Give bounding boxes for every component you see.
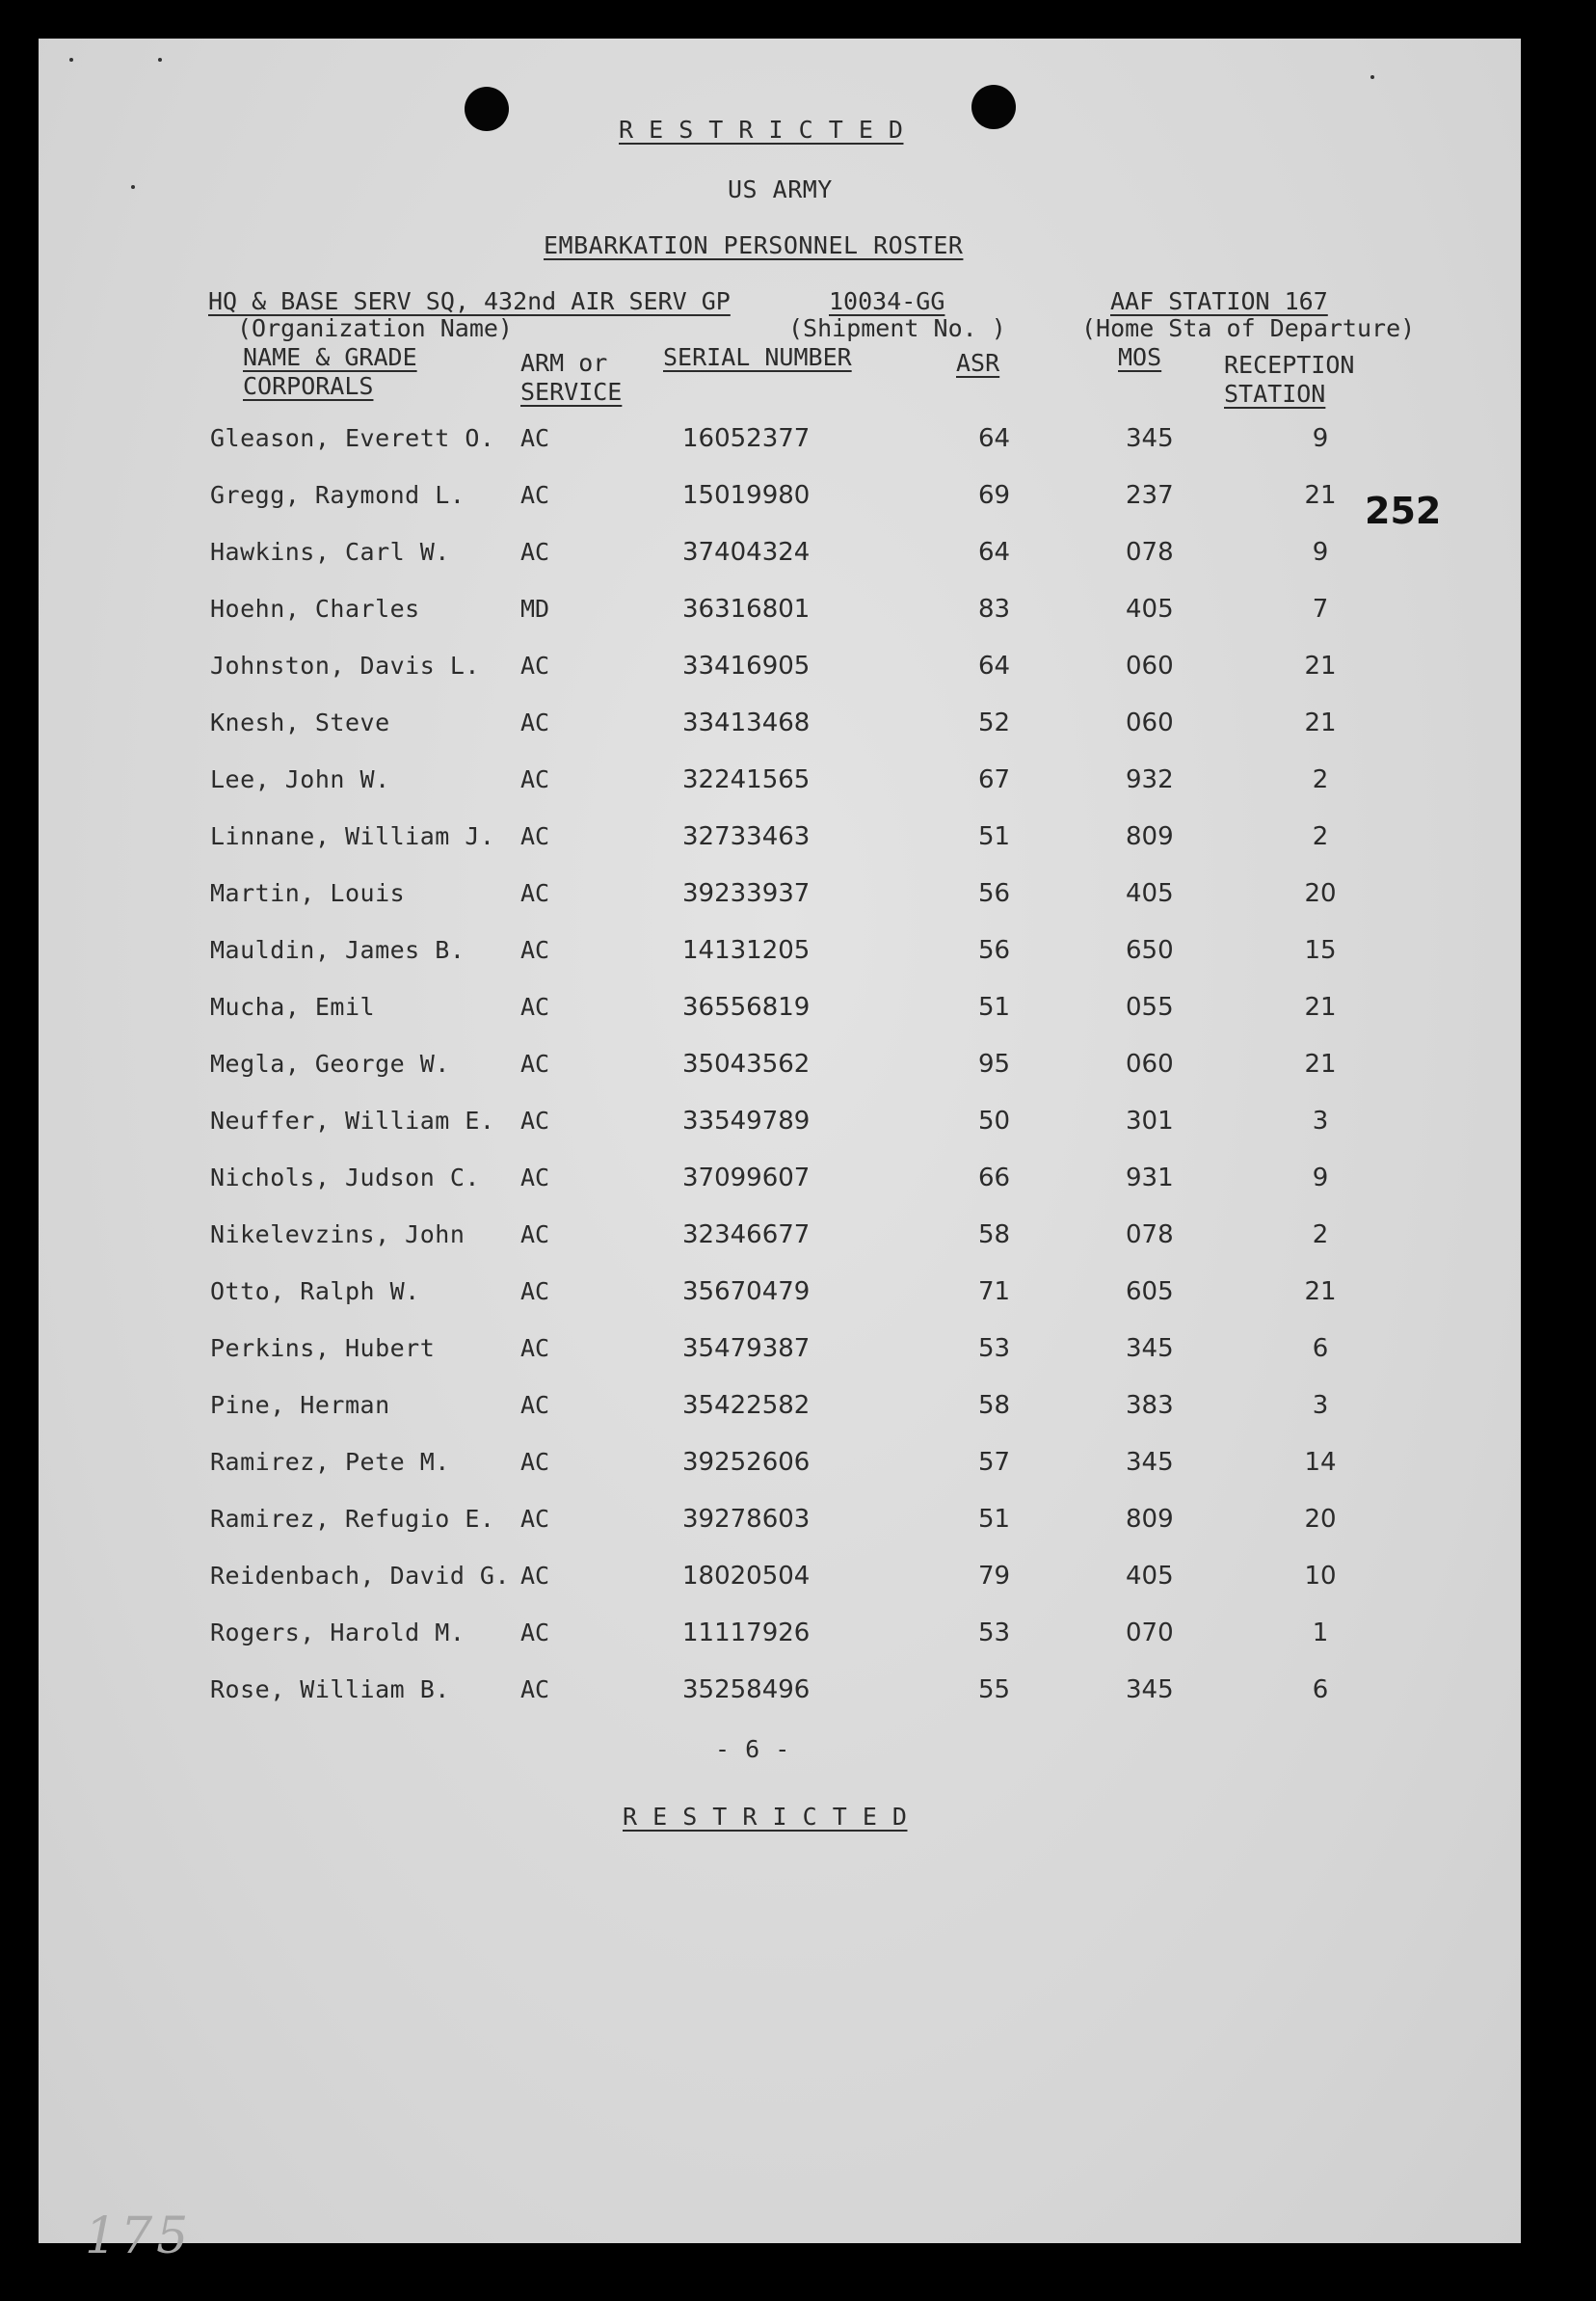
reception-station: 7 <box>1312 595 1329 624</box>
home-station: AAF STATION 167 <box>1110 287 1328 315</box>
mos-code: 078 <box>1126 1220 1174 1249</box>
arm-of-service: AC <box>520 1675 550 1703</box>
employee-name: Rogers, Harold M. <box>210 1619 466 1646</box>
table-row <box>39 709 1521 747</box>
asr-score: 55 <box>978 1675 1011 1704</box>
arm-of-service: AC <box>520 538 550 566</box>
table-row <box>39 1391 1521 1430</box>
serial-number: 35043562 <box>682 1050 811 1079</box>
serial-number: 37404324 <box>682 538 811 567</box>
mos-code: 345 <box>1126 1334 1174 1363</box>
employee-name: Hawkins, Carl W. <box>210 538 450 566</box>
reception-station: 2 <box>1312 822 1329 851</box>
table-row <box>39 1562 1521 1600</box>
mos-code: 809 <box>1126 822 1174 851</box>
classification-top: R E S T R I C T E D <box>619 116 904 144</box>
mos-code: 383 <box>1126 1391 1174 1420</box>
table-row <box>39 1220 1521 1259</box>
asr-score: 57 <box>978 1448 1011 1477</box>
col-header-reception: RECEPTION STATION <box>1224 351 1355 408</box>
table-row <box>39 1050 1521 1088</box>
arm-of-service: AC <box>520 1391 550 1419</box>
table-row <box>39 993 1521 1031</box>
reception-station: 21 <box>1304 481 1337 510</box>
arm-of-service: AC <box>520 1164 550 1191</box>
employee-name: Martin, Louis <box>210 879 406 907</box>
asr-score: 69 <box>978 481 1011 510</box>
mos-code: 060 <box>1126 652 1174 681</box>
mos-code: 931 <box>1126 1164 1174 1192</box>
table-row <box>39 1164 1521 1202</box>
speck <box>131 185 135 189</box>
table-row <box>39 822 1521 861</box>
speck <box>69 58 73 62</box>
employee-name: Ramirez, Refugio E. <box>210 1505 495 1533</box>
table-row <box>39 765 1521 804</box>
page-stamp: 252 <box>1365 490 1442 532</box>
table-row <box>39 1107 1521 1145</box>
reception-station: 15 <box>1304 936 1337 965</box>
table-row <box>39 1277 1521 1316</box>
table-row <box>39 595 1521 633</box>
asr-score: 66 <box>978 1164 1011 1192</box>
table-row <box>39 481 1521 520</box>
employee-name: Gregg, Raymond L. <box>210 481 466 509</box>
reception-station: 6 <box>1312 1675 1329 1704</box>
arm-of-service: AC <box>520 936 550 964</box>
home-station-caption: (Home Sta of Departure) <box>1081 314 1416 342</box>
employee-name: Ramirez, Pete M. <box>210 1448 450 1476</box>
mos-code: 405 <box>1126 595 1174 624</box>
col-header-serial: SERIAL NUMBER <box>663 343 852 371</box>
mos-code: 405 <box>1126 879 1174 908</box>
asr-score: 56 <box>978 879 1011 908</box>
employee-name: Rose, William B. <box>210 1675 450 1703</box>
asr-score: 51 <box>978 993 1011 1022</box>
punch-hole-left <box>465 87 509 131</box>
arm-of-service: AC <box>520 1050 550 1078</box>
asr-score: 83 <box>978 595 1011 624</box>
employee-name: Hoehn, Charles <box>210 595 420 623</box>
asr-score: 58 <box>978 1391 1011 1420</box>
employee-name: Lee, John W. <box>210 765 390 793</box>
reception-station: 14 <box>1304 1448 1337 1477</box>
serial-number: 35422582 <box>682 1391 811 1420</box>
reception-station: 21 <box>1304 1050 1337 1079</box>
asr-score: 51 <box>978 822 1011 851</box>
arm-of-service: AC <box>520 709 550 736</box>
serial-number: 33549789 <box>682 1107 811 1136</box>
serial-number: 33413468 <box>682 709 811 737</box>
arm-of-service: AC <box>520 1334 550 1362</box>
mos-code: 055 <box>1126 993 1174 1022</box>
asr-score: 56 <box>978 936 1011 965</box>
arm-of-service: AC <box>520 1107 550 1135</box>
asr-score: 64 <box>978 538 1011 567</box>
mos-code: 237 <box>1126 481 1174 510</box>
arm-of-service: AC <box>520 1220 550 1248</box>
reception-station: 21 <box>1304 993 1337 1022</box>
reception-station: 9 <box>1312 538 1329 567</box>
employee-name: Johnston, Davis L. <box>210 652 480 680</box>
asr-score: 53 <box>978 1334 1011 1363</box>
mos-code: 345 <box>1126 1675 1174 1704</box>
table-row <box>39 1619 1521 1657</box>
serial-number: 36316801 <box>682 595 811 624</box>
arm-of-service: AC <box>520 993 550 1021</box>
document-title: EMBARKATION PERSONNEL ROSTER <box>544 231 964 259</box>
shipment-caption: (Shipment No. ) <box>788 314 1006 342</box>
classification-bottom: R E S T R I C T E D <box>623 1803 908 1831</box>
mos-code: 060 <box>1126 1050 1174 1079</box>
arm-of-service: AC <box>520 1448 550 1476</box>
employee-name: Megla, George W. <box>210 1050 450 1078</box>
asr-score: 79 <box>978 1562 1011 1591</box>
serial-number: 33416905 <box>682 652 811 681</box>
mos-code: 405 <box>1126 1562 1174 1591</box>
mos-code: 650 <box>1126 936 1174 965</box>
asr-score: 95 <box>978 1050 1011 1079</box>
col-header-arm: ARM or SERVICE <box>520 349 623 406</box>
mos-code: 809 <box>1126 1505 1174 1534</box>
reception-station: 20 <box>1304 879 1337 908</box>
shipment-number: 10034-GG <box>829 287 945 315</box>
asr-score: 67 <box>978 765 1011 794</box>
arm-of-service: AC <box>520 1562 550 1590</box>
arm-of-service: AC <box>520 822 550 850</box>
arm-of-service: AC <box>520 652 550 680</box>
agency-name: US ARMY <box>728 175 833 203</box>
arm-of-service: AC <box>520 1505 550 1533</box>
col-header-mos: MOS <box>1118 343 1162 371</box>
reception-station: 3 <box>1312 1391 1329 1420</box>
col-header-asr: ASR <box>956 349 1000 377</box>
arm-of-service: AC <box>520 1277 550 1305</box>
serial-number: 14131205 <box>682 936 811 965</box>
arm-of-service: MD <box>520 595 550 623</box>
serial-number: 35670479 <box>682 1277 811 1306</box>
mos-code: 605 <box>1126 1277 1174 1306</box>
employee-name: Knesh, Steve <box>210 709 390 736</box>
reception-station: 20 <box>1304 1505 1337 1534</box>
reception-station: 1 <box>1312 1619 1329 1647</box>
col-header-name: NAME & GRADE CORPORALS <box>243 343 417 400</box>
table-row <box>39 1448 1521 1486</box>
serial-number: 18020504 <box>682 1562 811 1591</box>
employee-name: Linnane, William J. <box>210 822 495 850</box>
employee-name: Nikelevzins, John <box>210 1220 466 1248</box>
employee-name: Neuffer, William E. <box>210 1107 495 1135</box>
reception-station: 21 <box>1304 709 1337 737</box>
serial-number: 32241565 <box>682 765 811 794</box>
reception-station: 2 <box>1312 765 1329 794</box>
table-row <box>39 1675 1521 1714</box>
arm-of-service: AC <box>520 424 550 452</box>
asr-score: 50 <box>978 1107 1011 1136</box>
mos-code: 345 <box>1126 424 1174 453</box>
table-row <box>39 936 1521 975</box>
serial-number: 37099607 <box>682 1164 811 1192</box>
table-row <box>39 652 1521 690</box>
reception-station: 6 <box>1312 1334 1329 1363</box>
mos-code: 932 <box>1126 765 1174 794</box>
serial-number: 15019980 <box>682 481 811 510</box>
arm-of-service: AC <box>520 481 550 509</box>
serial-number: 39233937 <box>682 879 811 908</box>
mos-code: 060 <box>1126 709 1174 737</box>
serial-number: 16052377 <box>682 424 811 453</box>
mos-code: 070 <box>1126 1619 1174 1647</box>
employee-name: Nichols, Judson C. <box>210 1164 480 1191</box>
employee-name: Perkins, Hubert <box>210 1334 436 1362</box>
serial-number: 32733463 <box>682 822 811 851</box>
serial-number: 35479387 <box>682 1334 811 1363</box>
asr-score: 58 <box>978 1220 1011 1249</box>
arm-of-service: AC <box>520 1619 550 1646</box>
organization-caption: (Organization Name) <box>237 314 513 342</box>
reception-station: 21 <box>1304 652 1337 681</box>
reception-station: 21 <box>1304 1277 1337 1306</box>
serial-number: 39252606 <box>682 1448 811 1477</box>
document-page <box>39 39 1521 2265</box>
asr-score: 64 <box>978 424 1011 453</box>
table-row <box>39 1505 1521 1543</box>
reception-station: 10 <box>1304 1562 1337 1591</box>
punch-hole-right <box>971 85 1016 129</box>
reception-station: 2 <box>1312 1220 1329 1249</box>
reception-station: 9 <box>1312 1164 1329 1192</box>
arm-of-service: AC <box>520 879 550 907</box>
reception-station: 3 <box>1312 1107 1329 1136</box>
organization-name: HQ & BASE SERV SQ, 432nd AIR SERV GP <box>208 287 731 315</box>
page-number: - 6 - <box>715 1735 790 1763</box>
employee-name: Mucha, Emil <box>210 993 376 1021</box>
asr-score: 51 <box>978 1505 1011 1534</box>
table-row <box>39 1334 1521 1373</box>
serial-number: 36556819 <box>682 993 811 1022</box>
serial-number: 35258496 <box>682 1675 811 1704</box>
reception-station: 9 <box>1312 424 1329 453</box>
speck <box>1370 75 1374 79</box>
serial-number: 11117926 <box>682 1619 811 1647</box>
mos-code: 345 <box>1126 1448 1174 1477</box>
table-row <box>39 424 1521 463</box>
asr-score: 71 <box>978 1277 1011 1306</box>
table-row <box>39 538 1521 576</box>
asr-score: 52 <box>978 709 1011 737</box>
employee-name: Otto, Ralph W. <box>210 1277 420 1305</box>
table-row <box>39 879 1521 918</box>
employee-name: Pine, Herman <box>210 1391 390 1419</box>
asr-score: 53 <box>978 1619 1011 1647</box>
mos-code: 078 <box>1126 538 1174 567</box>
serial-number: 39278603 <box>682 1505 811 1534</box>
speck <box>158 58 162 62</box>
serial-number: 32346677 <box>682 1220 811 1249</box>
mos-code: 301 <box>1126 1107 1174 1136</box>
asr-score: 64 <box>978 652 1011 681</box>
arm-of-service: AC <box>520 765 550 793</box>
employee-name: Mauldin, James B. <box>210 936 466 964</box>
employee-name: Reidenbach, David G. <box>210 1562 511 1590</box>
employee-name: Gleason, Everett O. <box>210 424 495 452</box>
handwritten-note: 175 <box>85 2207 193 2265</box>
